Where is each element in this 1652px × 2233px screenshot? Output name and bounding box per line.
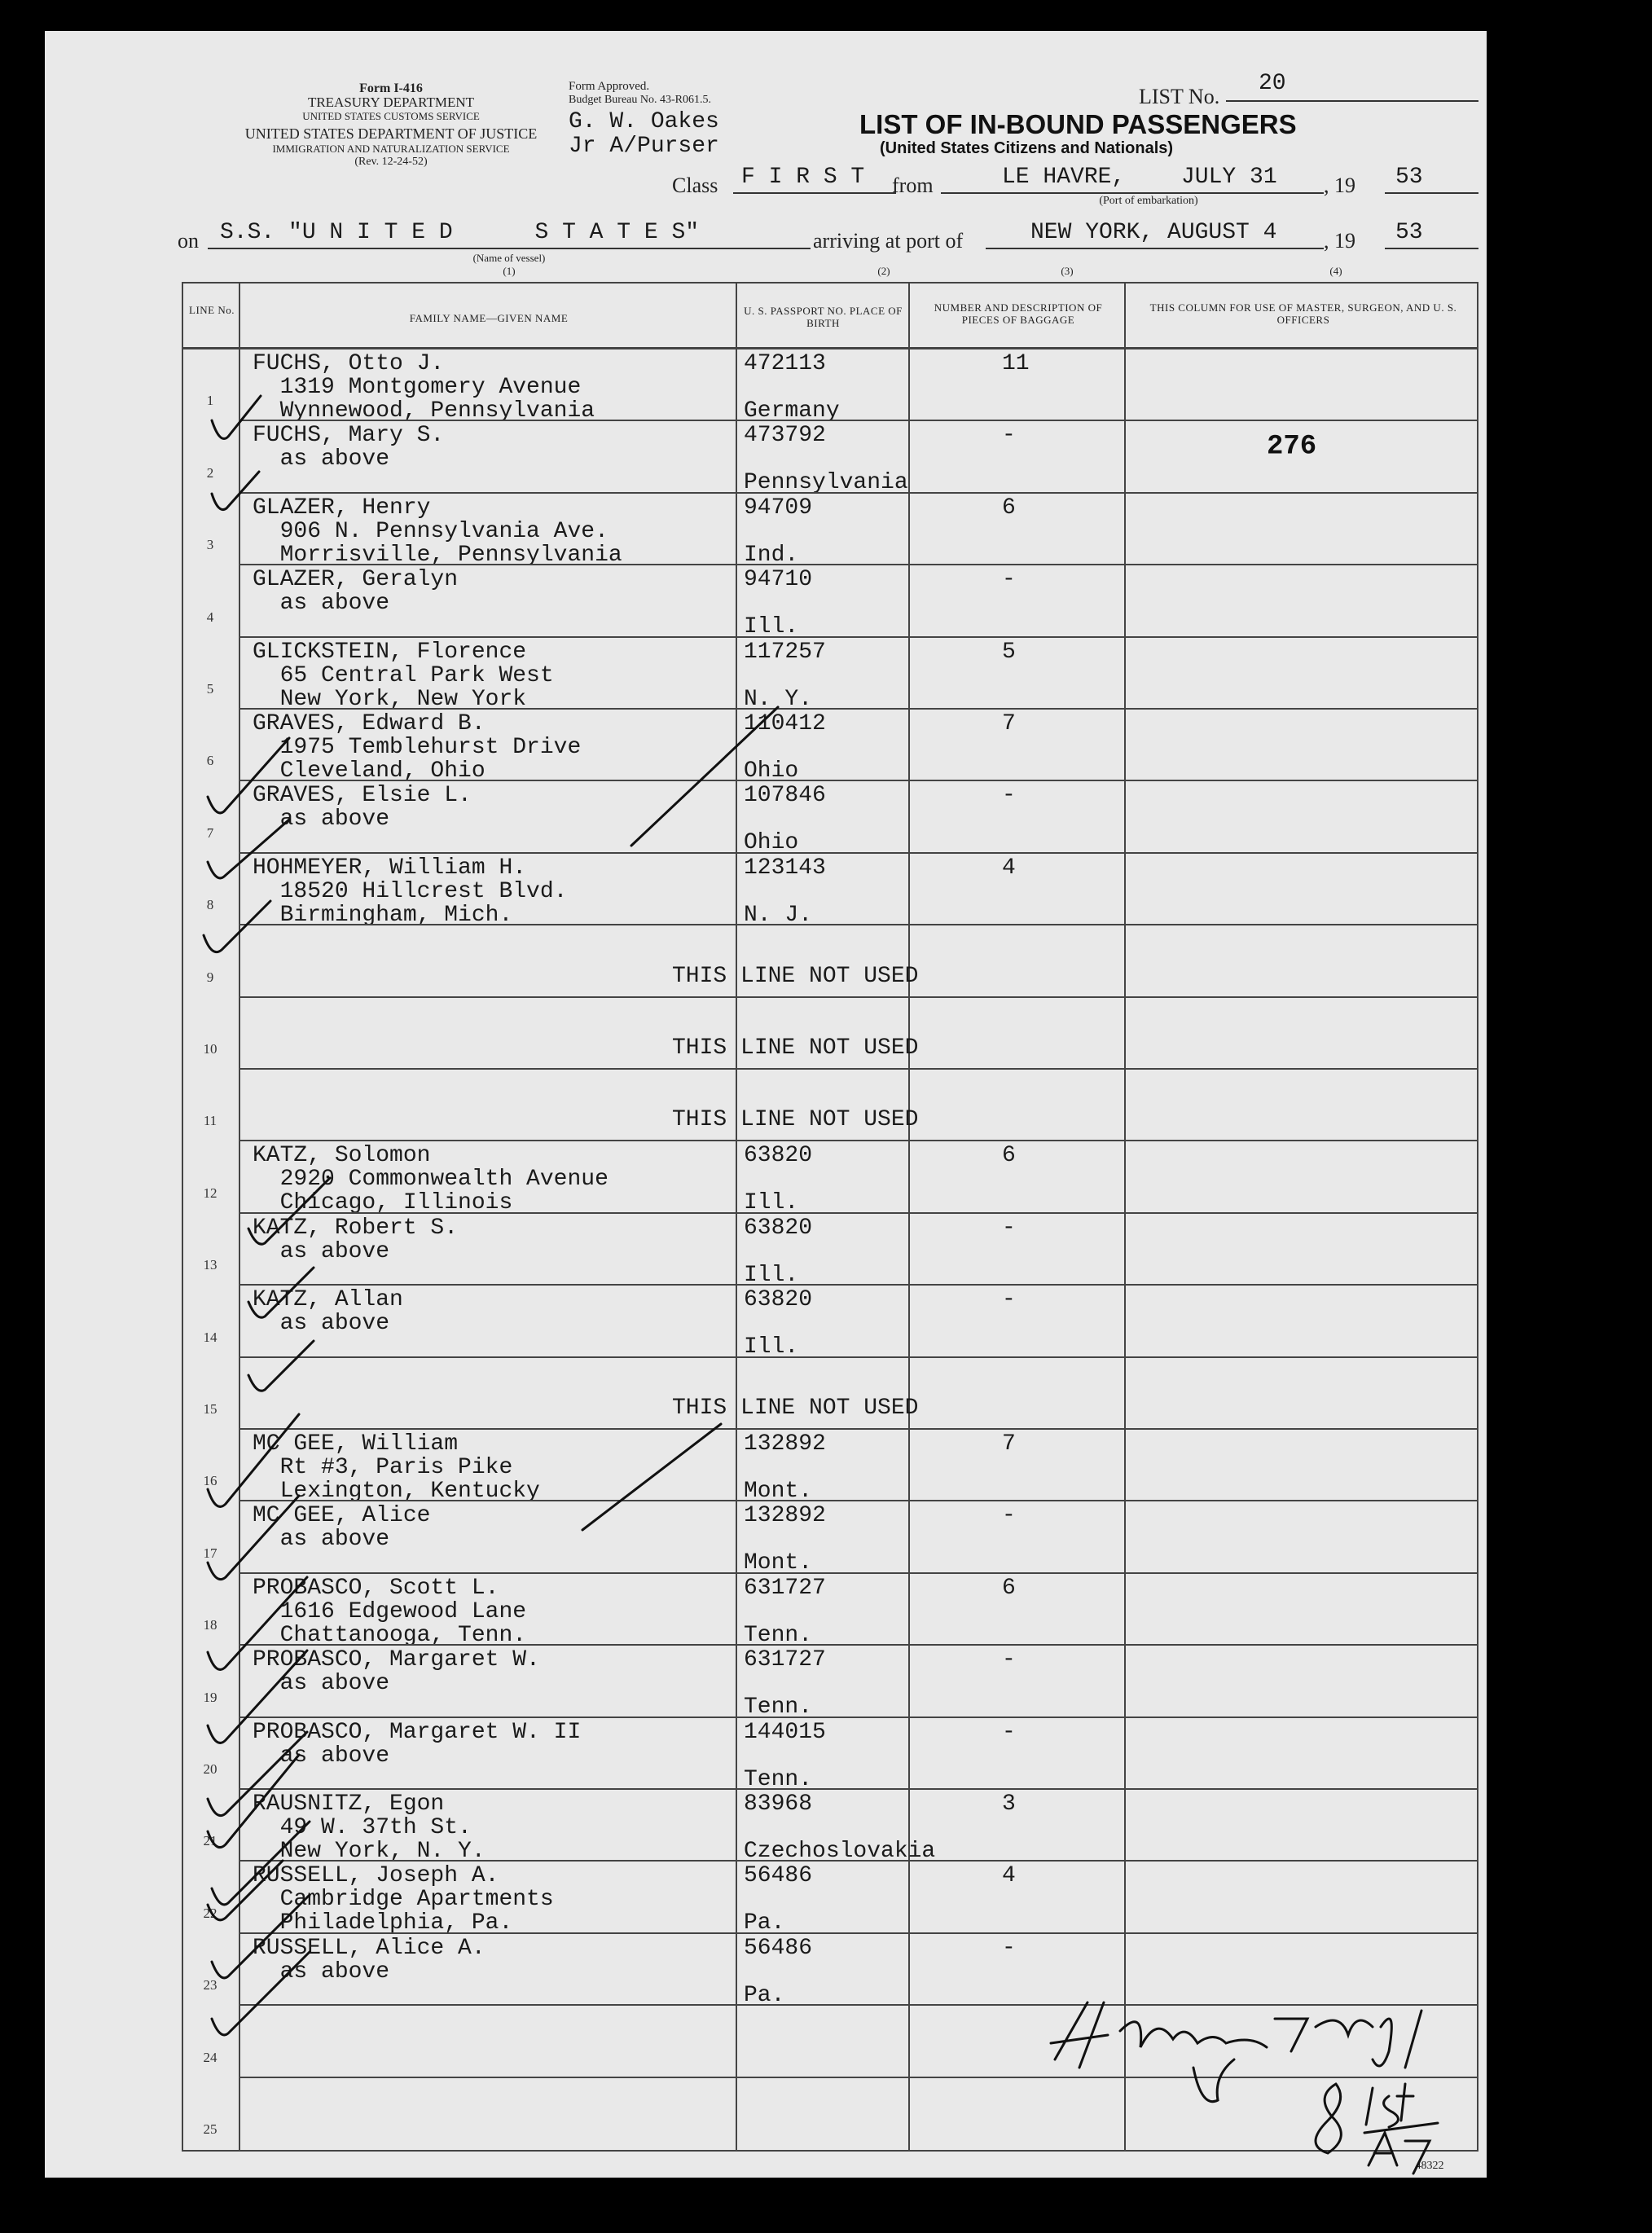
col-divider [1124,282,1126,2152]
baggage-count: 4 [1002,1863,1016,1889]
vessel-name: S.S. "U N I T E D S T A T E S" [220,220,700,245]
class-value: F I R S T [741,165,865,190]
year2: 53 [1395,220,1423,245]
passenger-name-line: RUSSELL, Joseph A. [253,1863,499,1889]
row-divider [239,924,1478,925]
header-name: FAMILY NAME—GIVEN NAME [409,312,569,324]
passenger-address-line-2: New York, New York [253,686,527,712]
passenger-name-line: HOHMEYER, William H. [253,855,527,881]
col2-number: (2) [877,265,890,277]
line-number: 4 [206,609,214,625]
place-of-birth: Pa. [744,1910,785,1936]
passport-number: 631727 [744,1575,826,1601]
page-title: LIST OF IN-BOUND PASSENGERS [859,109,1297,139]
col3-number: (3) [1061,265,1074,277]
form-approved: Form Approved. [569,80,650,93]
passenger-name-line: PROBASCO, Margaret W. II [253,1719,582,1745]
passport-number: 472113 [744,351,826,376]
baggage-count: - [1002,1287,1016,1313]
baggage-count: - [1002,423,1016,449]
passenger-manifest-sheet [45,31,1487,2178]
page-subtitle: (United States Citizens and Nationals) [880,139,1174,157]
officer-note-276: 276 [1267,431,1317,463]
passenger-address-line-1: 18520 Hillcrest Blvd. [253,878,568,904]
passenger-address-line-2: New York, N. Y. [253,1839,485,1864]
passenger-name-line: RUSSELL, Alice A. [253,1935,485,1961]
passport-number: 132892 [744,1431,826,1457]
row-divider [239,2004,1478,2006]
row-divider [239,1500,1478,1501]
passenger-address-line-1: as above [253,1671,390,1697]
customs-service: UNITED STATES CUSTOMS SERVICE [302,110,480,122]
line-number: 9 [206,969,214,985]
line-number: 10 [203,1040,217,1057]
passenger-address-line-2: Morrisville, Pennsylvania [253,542,622,568]
passenger-name-line: PROBASCO, Scott L. [253,1575,499,1601]
header-divider [182,347,1478,349]
passenger-address-line-1: as above [253,1743,390,1769]
place-of-birth: Tenn. [744,1622,813,1648]
place-of-birth: Pennsylvania [744,470,908,496]
header-passport: U. S. PASSPORT NO. PLACE OF BIRTH [744,305,903,329]
arrival-line [986,248,1324,249]
place-of-birth: Ill. [744,614,799,640]
passport-number: 56486 [744,1863,813,1889]
passport-number: 144015 [744,1719,826,1745]
header-officers: THIS COLUMN FOR USE OF MASTER, SURGEON, AND U. S. OFFICERS [1149,301,1457,326]
passport-number: 63820 [744,1143,813,1169]
row-divider [239,780,1478,781]
passenger-name-line: GLAZER, Henry [253,495,431,521]
passenger-address-line-1: 2920 Commonwealth Avenue [253,1167,609,1193]
place-of-birth: Ill. [744,1262,799,1288]
passport-number: 123143 [744,855,826,881]
place-of-birth: Ohio [744,758,799,784]
passport-number: 107846 [744,783,826,809]
passport-number: 63820 [744,1215,813,1241]
line-number: 22 [203,1905,217,1921]
line-number: 18 [203,1617,217,1633]
place-of-birth: Pa. [744,1982,785,2008]
line-not-used: THIS LINE NOT USED [672,1395,919,1421]
passport-number: 94709 [744,495,813,521]
row-divider [239,1284,1478,1286]
place-of-birth: Mont. [744,1550,813,1576]
passport-number: 473792 [744,423,826,449]
baggage-count: 6 [1002,495,1016,521]
port-embark-note: (Port of embarkation) [1099,195,1198,207]
row-divider [239,1860,1478,1862]
baggage-count: - [1002,1935,1016,1961]
baggage-count: - [1002,1503,1016,1529]
baggage-count: 7 [1002,1431,1016,1457]
line-number: 13 [203,1257,217,1273]
passenger-address-line-1: as above [253,446,390,473]
line-number: 2 [206,464,214,481]
line-not-used: THIS LINE NOT USED [672,963,919,989]
year2-line [1385,248,1478,249]
line-number: 14 [203,1329,217,1345]
row-divider [239,708,1478,710]
passenger-address-line-1: 1616 Edgewood Lane [253,1598,527,1624]
line-number: 1 [206,393,214,409]
line-number: 21 [203,1833,217,1849]
place-of-birth: Germany [744,398,840,424]
row-divider [239,1428,1478,1430]
row-divider [239,1572,1478,1574]
justice-dept: UNITED STATES DEPARTMENT OF JUSTICE [244,125,538,142]
passport-number: 132892 [744,1503,826,1529]
line-not-used: THIS LINE NOT USED [672,1035,919,1061]
baggage-count: 5 [1002,639,1016,665]
line-number: 19 [203,1689,217,1705]
passenger-address-line-1: as above [253,1958,390,1985]
passenger-name-line: FUCHS, Mary S. [253,423,445,449]
place-of-birth: Czechoslovakia [744,1839,936,1864]
baggage-count: 4 [1002,855,1016,881]
passenger-name-line: GLICKSTEIN, Florence [253,639,527,665]
col1-number: (1) [503,265,516,277]
revision: (Rev. 12-24-52) [354,156,428,168]
passenger-address-line-1: Rt #3, Paris Pike [253,1455,513,1480]
baggage-count: 6 [1002,1143,1016,1169]
ins-service: IMMIGRATION AND NATURALIZATION SERVICE [272,143,510,155]
line-number: 15 [203,1400,217,1417]
line-number: 6 [206,753,214,769]
passport-number: 83968 [744,1791,813,1817]
row-divider [239,420,1478,421]
passenger-address-line-2: Chattanooga, Tenn. [253,1622,527,1648]
passenger-address-line-2: Birmingham, Mich. [253,902,513,928]
col4-number: (4) [1329,265,1342,277]
line-number: 20 [203,1760,217,1777]
baggage-count: - [1002,567,1016,593]
passenger-address-line-1: 1319 Montgomery Avenue [253,375,582,400]
row-divider [239,1717,1478,1718]
passenger-address-line-1: 49 W. 37th St. [253,1815,472,1840]
list-no-label: LIST No. [1139,85,1220,108]
place-of-birth: Tenn. [744,1766,813,1792]
passport-number: 110412 [744,711,826,736]
passenger-name-line: PROBASCO, Margaret W. [253,1647,540,1673]
place-of-birth: N. J. [744,902,813,928]
row-divider [239,1068,1478,1070]
form-id: Form I-416 [359,81,423,95]
passport-number: 63820 [744,1287,813,1313]
passenger-address-line-2: Philadelphia, Pa. [253,1910,513,1936]
row-divider [239,1356,1478,1358]
passenger-address-line-2: Lexington, Kentucky [253,1479,540,1504]
place-of-birth: Tenn. [744,1695,813,1721]
on-label: on [178,229,199,253]
row-divider [239,2077,1478,2078]
from-label: from [892,174,934,197]
passport-number: 117257 [744,639,826,665]
officer-name: G. W. Oakes [569,109,719,134]
row-divider [239,564,1478,565]
place-of-birth: Mont. [744,1479,813,1504]
col-divider [908,282,910,2152]
header-baggage: NUMBER AND DESCRIPTION OF PIECES OF BAGGAGE [934,301,1103,326]
passenger-address-line-1: as above [253,591,390,617]
year2-prefix: , 19 [1324,229,1355,253]
passenger-address-line-2: Wynnewood, Pennsylvania [253,398,595,424]
passenger-address-line-1: Cambridge Apartments [253,1887,554,1913]
row-divider [239,1788,1478,1790]
passenger-address-line-1: 65 Central Park West [253,662,554,688]
row-divider [239,1932,1478,1934]
baggage-count: - [1002,1647,1016,1673]
class-label: Class [672,174,718,197]
year-line [1385,192,1478,194]
row-divider [239,1644,1478,1646]
place-of-birth: Ohio [744,830,799,856]
line-number: 25 [203,2121,217,2137]
vessel-note: (Name of vessel) [472,252,546,264]
header-line-no: LINE No. [189,304,235,316]
passenger-address-line-1: 906 N. Pennsylvania Ave. [253,518,609,544]
row-divider [239,1212,1478,1214]
passenger-name-line: FUCHS, Otto J. [253,351,445,376]
line-number: 12 [203,1185,217,1201]
budget-bureau: Budget Bureau No. 43-R061.5. [569,94,711,106]
line-number: 23 [203,1977,217,1993]
passport-number: 94710 [744,567,813,593]
line-not-used: THIS LINE NOT USED [672,1107,919,1133]
col-divider [239,282,240,2152]
year: 53 [1395,165,1423,190]
footer-code: 48322 [1415,2160,1444,2172]
year-prefix: , 19 [1324,174,1355,197]
line-number: 8 [206,897,214,913]
line-number: 3 [206,537,214,553]
passenger-name-line: GRAVES, Elsie L. [253,783,472,809]
treasury-dept: TREASURY DEPARTMENT [307,95,475,110]
line-number: 24 [203,2049,217,2065]
arriving-label: arriving at port of [813,229,964,253]
passenger-address-line-1: as above [253,807,390,833]
baggage-count: - [1002,1215,1016,1241]
row-divider [239,1140,1478,1141]
row-divider [239,996,1478,998]
baggage-count: - [1002,783,1016,809]
vessel-line [208,248,811,249]
baggage-count: - [1002,1719,1016,1745]
place-of-birth: N. Y. [744,686,813,712]
passenger-name-line: RAUSNITZ, Egon [253,1791,445,1817]
passenger-name-line: GLAZER, Geralyn [253,567,459,593]
place-of-birth: Ill. [744,1334,799,1360]
class-line [733,192,896,194]
line-number: 16 [203,1473,217,1489]
passenger-name-line: KATZ, Robert S. [253,1215,459,1241]
passenger-address-line-1: 1975 Temblehurst Drive [253,735,582,760]
row-divider [239,636,1478,638]
line-number: 7 [206,824,214,841]
from-date: JULY 31 [1181,165,1277,190]
baggage-count: 6 [1002,1575,1016,1601]
row-divider [239,852,1478,854]
from-port: LE HAVRE, [1002,165,1126,190]
place-of-birth: Ind. [744,542,799,568]
passenger-name-line: MC GEE, Alice [253,1503,431,1529]
passenger-name-line: GRAVES, Edward B. [253,711,485,736]
row-divider [239,492,1478,494]
baggage-count: 7 [1002,711,1016,736]
passport-number: 56486 [744,1935,813,1961]
passenger-address-line-1: as above [253,1527,390,1553]
line-number: 5 [206,680,214,697]
passenger-name-line: KATZ, Allan [253,1287,403,1313]
list-no-line [1226,100,1478,102]
arrival-port-date: NEW YORK, AUGUST 4 [1030,220,1277,245]
list-no: 20 [1259,71,1286,96]
passenger-address-line-2: Cleveland, Ohio [253,758,485,784]
passenger-address-line-1: as above [253,1238,390,1264]
passenger-address-line-2: Chicago, Illinois [253,1190,513,1216]
passenger-address-line-1: as above [253,1311,390,1337]
passenger-name-line: KATZ, Solomon [253,1143,431,1169]
line-number: 17 [203,1545,217,1561]
passenger-name-line: MC GEE, William [253,1431,459,1457]
passport-number: 631727 [744,1647,826,1673]
col-divider [736,282,737,2152]
baggage-count: 3 [1002,1791,1016,1817]
place-of-birth: Ill. [744,1190,799,1216]
baggage-count: 11 [1002,351,1030,376]
line-number: 11 [203,1113,217,1129]
officer-title: Jr A/Purser [569,134,719,159]
